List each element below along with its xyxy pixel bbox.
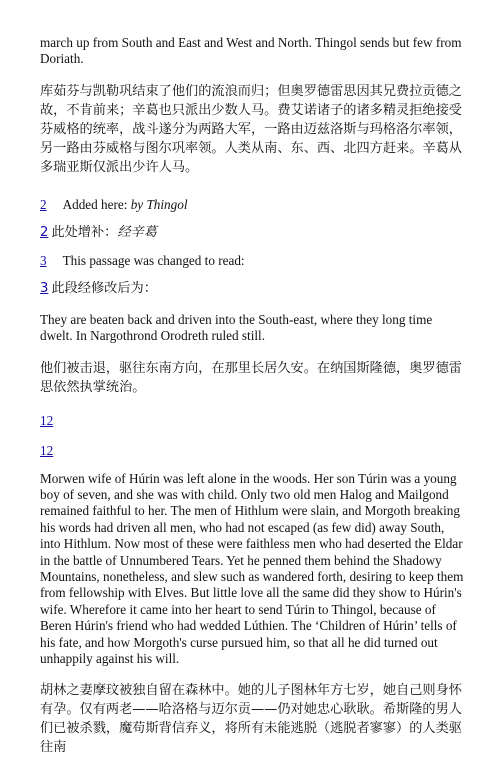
- footnote-chinese: [40, 281, 465, 297]
- paragraph-english: march up from South and East and West and North. Thingol sends but few from Doriath.: [40, 35, 462, 67]
- footnote-text: 此处增补：: [51, 224, 118, 240]
- reference-link[interactable]: 12: [40, 442, 54, 458]
- paragraph-chinese: 他们被击退，驱往东南方向，在那里长居久安。在纳国斯隆德，奥罗德雷思依然执掌统治。: [40, 360, 462, 395]
- footnote-link[interactable]: 2: [40, 196, 47, 212]
- paragraph-chinese: 库茹芬与凯勒巩结束了他们的流浪而归；但奥罗德雷思因其兄费拉贡德之故，不肯前来；辛葛也只派出少数人马。费艾诺诸子的诸多精灵拒绝接受芬威格的统率，战斗遂分为两路大军，一路由迈兹洛斯与玛格洛尔率领，另一路由芬威格与图尔巩率领。人类从南、东、西、北四方赶来。辛葛从多瑞亚斯仅派出少许人马。: [40, 83, 462, 175]
- footnote-link[interactable]: 3: [40, 280, 49, 296]
- footnote-italic-text: by Thingol: [130, 196, 188, 212]
- footnote-english: [40, 197, 465, 213]
- footnote-link[interactable]: 2: [40, 224, 49, 240]
- footnote-text: This passage was changed to read:: [62, 252, 245, 268]
- footnote-link[interactable]: 3: [40, 252, 47, 268]
- paragraph-english: Morwen wife of Húrin was left alone in the woods. Her son Túrin was a young boy of seven, and she was with child. Only two old men Halog and Mailgond remained faithful to her. The men of Hithlum were slain, and Morgoth breaking his words had driven all men, who had not escaped (as few did) away South, into Hithlum. Now most of these were faithless men who had deserted the Eldar in the battle of Unnumbered Tears. Yet he penned them behind the Shadowy Mountains, nonetheless, and slew such as wandered forth, desiring to keep them from fellowship with Elves. But little love all the same did they show to Húrin's wife. Wherefore it came into her heart to send Túrin to Thingol, because of Beren Húrin's friend who had wedded Lúthien. The ‘Children of Húrin’ tells of his fate, and how Morgoth's curse pursued him, so that all he did turned out unhappily against his will.: [40, 470, 464, 667]
- paragraph-english: They are beaten back and driven into the South-east, where they long time dwelt. In Nargothrond Orodreth ruled still.: [40, 311, 433, 344]
- reference-marker: [40, 413, 465, 429]
- footnote-text: Added here:: [62, 196, 131, 212]
- reference-link[interactable]: 12: [40, 412, 54, 428]
- footnote-chinese: [40, 225, 465, 241]
- reference-marker: [40, 443, 465, 459]
- paragraph-chinese: 胡林之妻摩玟被独自留在森林中。她的儿子图林年方七岁，她自己则身怀有孕。仅有两老——哈洛格与迈尔贡——仍对她忠心耿耿。希斯隆的男人们已被杀戮，魔苟斯背信弃义，将所有未能逃脱（逃脱者寥寥）的人类驱往南: [40, 682, 462, 755]
- document-page: [40, 0, 465, 757]
- footnote-italic-text: 经辛葛: [117, 224, 157, 240]
- footnote-english: [40, 253, 465, 269]
- footnote-text: 此段经修改后为：: [51, 280, 157, 296]
